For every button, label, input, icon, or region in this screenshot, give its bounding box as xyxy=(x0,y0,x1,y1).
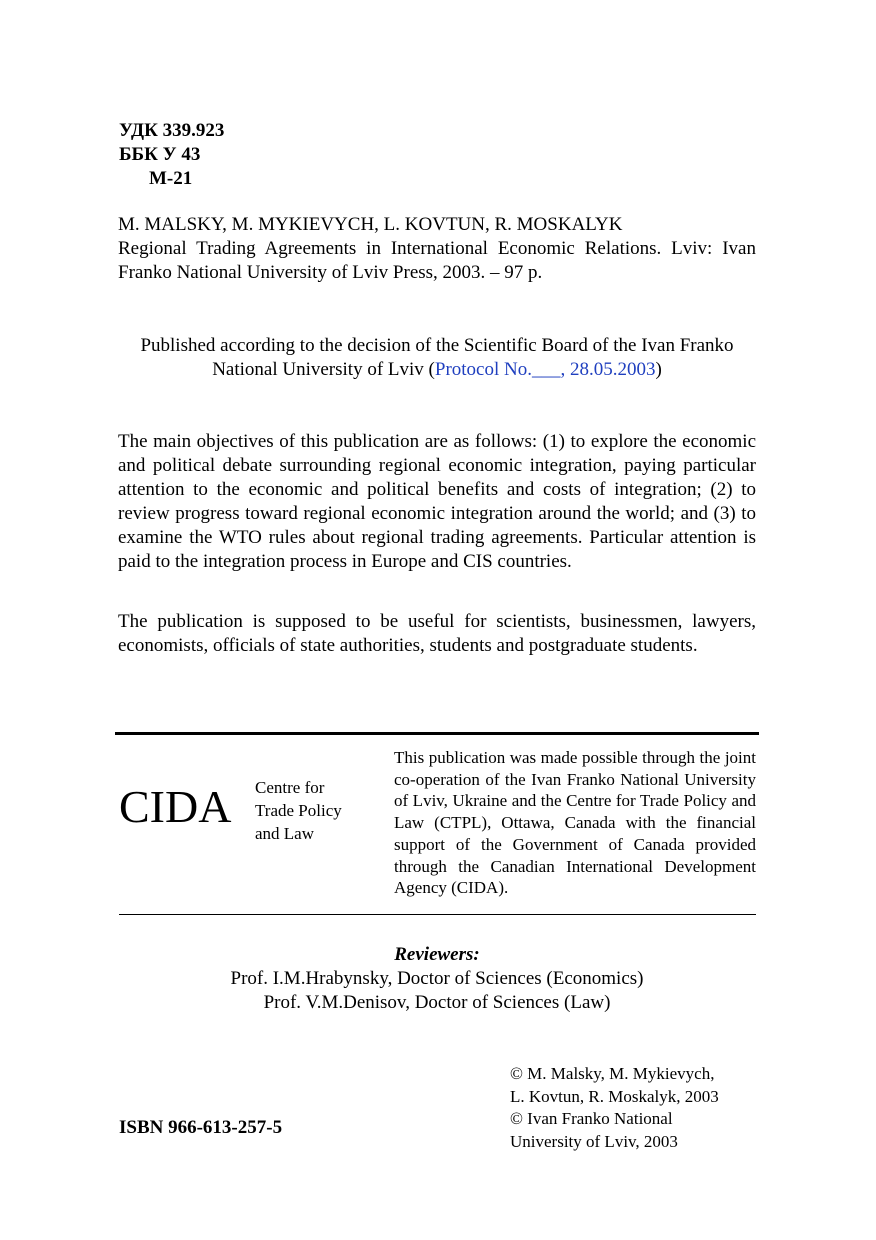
classification-codes xyxy=(119,119,224,191)
bbk-code: ББК У 43 xyxy=(119,144,201,165)
ctpl-line-3: and Law xyxy=(255,824,315,843)
copyright-line-1: © M. Malsky, M. Mykievych, xyxy=(510,1064,715,1083)
citation: Regional Trading Agreements in International Economic Relations. Lviv: Ivan Franko National University of Lviv Press, 2003. – 97 p. xyxy=(118,238,756,283)
reviewers-block xyxy=(118,943,756,1015)
ctpl-name xyxy=(255,776,342,845)
publication-approval xyxy=(118,334,756,382)
udk-code: УДК 339.923 xyxy=(119,120,225,141)
objectives-paragraph: The main objectives of this publication are as follows: (1) to explore the economic and political debate surrounding regional economic integration, paying particular attention to the economic and political benefits and costs of integration; (2) to review progress toward regional economic integration around the world; and (3) to examine the WTO rules about regional trading agreements. Particular attention is paid to the integration process in Europe and CIS countries. xyxy=(118,431,756,572)
reviewers-heading: Reviewers: xyxy=(394,944,480,965)
copyright-line-2: L. Kovtun, R. Moskalyk, 2003 xyxy=(510,1086,719,1106)
cida-logo: CIDA xyxy=(119,781,232,832)
funding-note: This publication was made possible through the joint co-operation of the Ivan Franko National University of Lviv, Ukraine and the Centre for Trade Policy and Law (CTPL), Ottawa, Canada with the financial support of the Government of Canada provided through the Canadian International Development Agency (CIDA). xyxy=(394,748,756,898)
divider-thick xyxy=(115,732,759,735)
approval-text: Published according to the decision of the Scientific Board of the Ivan Franko National University of Lviv ( xyxy=(140,335,734,380)
approval-close: ) xyxy=(655,359,662,380)
isbn: ISBN 966-613-257-5 xyxy=(119,1117,283,1138)
ctpl-line-1: Centre for xyxy=(255,778,325,797)
copyright-line-3: © Ivan Franko National xyxy=(510,1109,673,1128)
ctpl-line-2: Trade Policy xyxy=(255,801,342,820)
bibliographic-entry xyxy=(118,213,756,285)
reviewer-1: Prof. I.M.Hrabynsky, Doctor of Sciences (Economics) xyxy=(230,968,644,989)
reviewer-2: Prof. V.M.Denisov, Doctor of Sciences (Law) xyxy=(263,992,611,1013)
protocol-link[interactable]: Protocol No.___, 28.05.2003 xyxy=(434,359,656,380)
authors: M. MALSKY, M. MYKIEVYCH, L. KOVTUN, R. MOSKALYK xyxy=(118,214,623,235)
divider-thin xyxy=(119,914,756,915)
copyright-line-4: University of Lviv, 2003 xyxy=(510,1131,678,1151)
copyright-block xyxy=(510,1063,719,1153)
audience-paragraph: The publication is supposed to be useful for scientists, businessmen, lawyers, economists, officials of state authorities, students and postgraduate students. xyxy=(118,611,756,656)
author-mark: М-21 xyxy=(149,168,193,189)
